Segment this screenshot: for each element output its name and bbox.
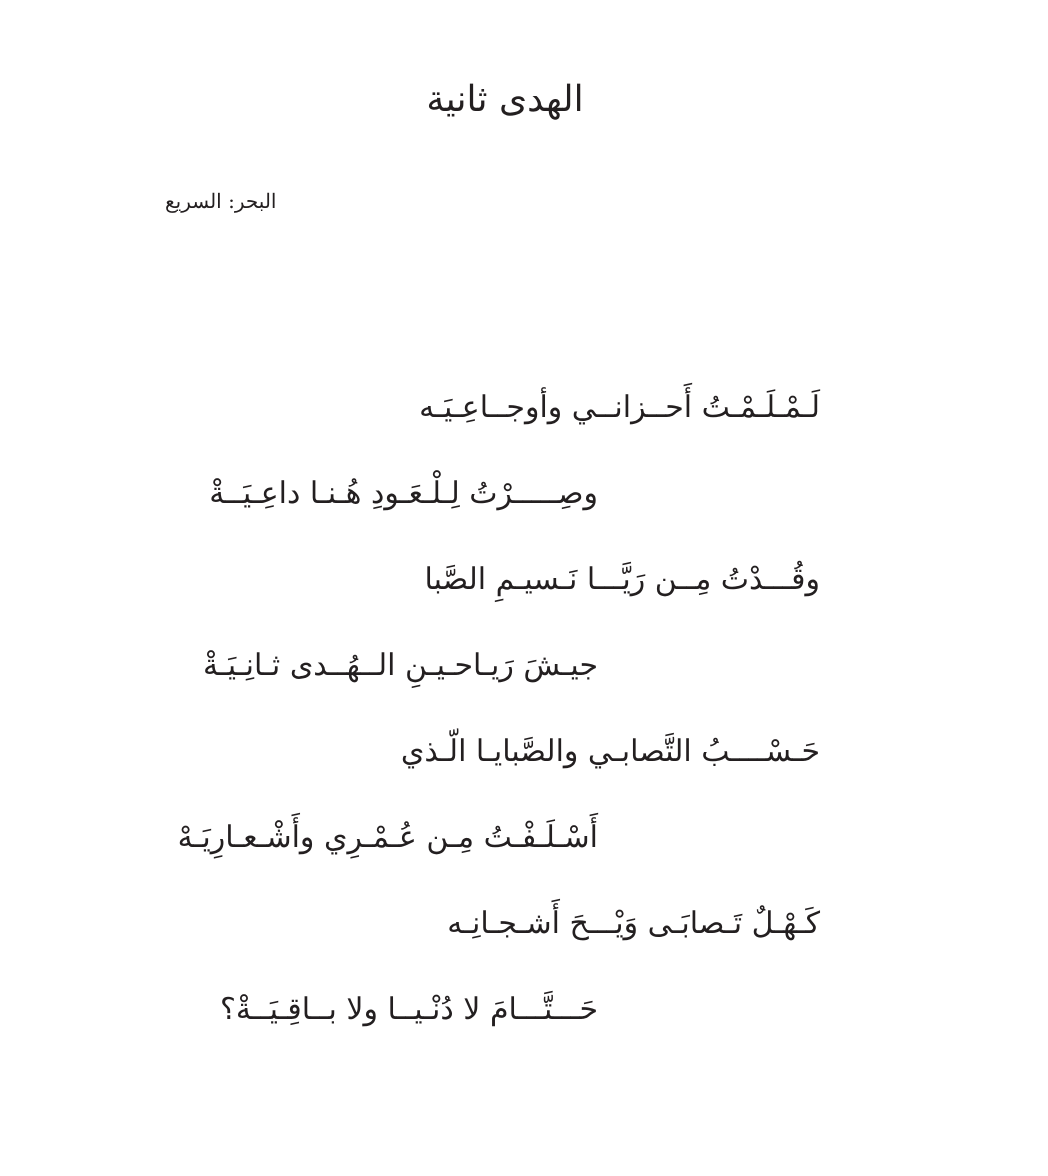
verse-line: جيـشَ رَيـاحـيـنِ الــهُــدى ثـانِـيَـةْ xyxy=(202,648,598,683)
verse-line: أَسْـلَـفْـتُ مِـن عُـمْـرِي وأَشْـعـارِيَـهْ xyxy=(177,820,598,855)
poem-title: الهدى ثانية xyxy=(426,79,584,120)
verse-line: وقُـــدْتُ مِــن رَيَّـــا نَـسيـمِ الصَّبا xyxy=(424,562,820,597)
verse-line: حَـــتَّـــامَ لا دُنْـيــا ولا بــاقِـيَــةْ؟ xyxy=(219,992,598,1027)
verse-line: حَـسْــــبُ التَّصابـي والصَّبايـا الّـذي xyxy=(400,734,820,769)
verse-line: كَـهْـلٌ تَـصابَـى وَيْـــحَ أَشـجـانِـه xyxy=(447,906,820,941)
meter-label: البحر: السريع xyxy=(165,189,277,213)
verse-line: وصِـــــرْتُ لِـلْـعَـودِ هُـنـا داعِـيَــةْ xyxy=(209,476,598,511)
verse-line: لَـمْـلَـمْـتُ أَحــزانــي وأوجــاعِـيَـه xyxy=(419,390,820,425)
